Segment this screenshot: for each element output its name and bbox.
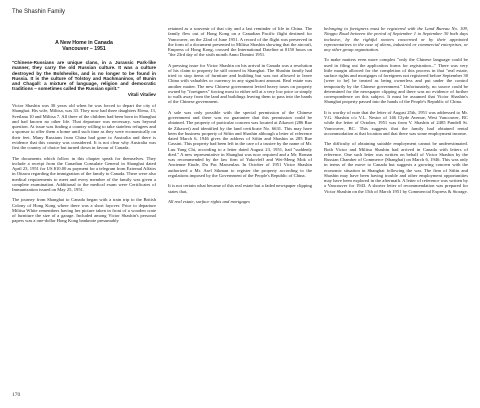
paragraph: A pressing issue for Victor Shashin on his arrival in Canada was a resolution of his claim to property he still owned in Shanghai. The Shashin family had tried to stop items of furniture and building but was not allowed to leave China with valuables or currency in any significant amount. Real estate was another matter. The new Chinese government levied heavy taxes on property owned by "foreigners" forcing most to either sell at a very low price or simply to walk away from the land and buildings leaving them to pass into the hands of the Chinese government. — [168, 62, 312, 105]
quoted-clipping: All real estate, surface rights and mortgages — [168, 199, 250, 204]
epigraph-author: Vitali Vitaliev — [127, 91, 156, 97]
epigraph-text: "Chinese-Russians are unique clans, in a Jurassic Park-like manner, they carry the old Russian culture. It was a culture destroyed by the Bolsheviks, and is no longer to be found in Russia. It is the culture of Tolstoy and Rachmaninov, of Bunin and Chagall: a mixture of language, religion and democratic traditions – sometimes called the Russian spirit." — [12, 60, 156, 92]
chapter-subtitle: Vancouver – 1951 — [62, 46, 106, 52]
paragraph: Victor Shashin was 30 years old when he was forced to depart the city of Shanghai. His wife, Militsa, was 33. They now had three daughters Elena, 13, Svetlana 10 and Militsa 7. All three of the children had been born in Shanghai and had known no other life. That departure was necessary, was beyond question. At issue was finding a country willing to take stateless refugees and a sponsor to offer them a home until such time as they were economically on their feet. Many Russians from China had gone to Australia and there is evidence that this country was considered. It is not clear why Australia was first the country of choice but turned down in favour of Canada. — [12, 103, 156, 151]
column-1 — [12, 26, 156, 386]
chapter-title: A New Home in Canada — [55, 40, 113, 46]
page-number: 170 — [12, 392, 21, 398]
paragraph: It is not certain what became of this real estate but a faded newspaper clipping states that, — [168, 183, 312, 194]
paragraph: The documents which follow in this chapter speak for themselves. They include a receipt from the Canadian Consulate General in Shanghai dated April 23, 1951 for US $10.00 as payment for a telegram from External Affairs in Ottawa regarding the immigration of the family to Canada. There were also medical requirements to meet and every member of the family was given a complete examination. Additional to the medical exam were Certificates of Immunization issued on May 25, 1951. — [12, 155, 156, 193]
quoted-clipping-continued: belonging to foreigners must be registered with the Land Bureau No. 109, Ningpo Road between the period of September 1 to September 30 both days inclusive, by the rightful owners concerned or by their appointed representatives in the case of aliens, industrial or commercial enterprises, or any other group organization. — [324, 26, 468, 52]
paragraph: A sale was only possible with the special permission of the Chinese government and there was no guarantee that this permission could be obtained. The property of particular concern was located at Zikawei (286 Rue de Zikawei) and identified by the land certificate No. 6631. This may have been the business property of Siftin and Shashin although a letter of reference dated March 6, 1946 gives the address of Siftin and Shashin as 285 Rue Cassini. This property had been left in the care of a trustee by the name of Mr. Luu Yang Chi, according to a letter dated August 23, 1951, had "suddenly died." A new representative in Shanghai was now required and a Mr. Roman was recommended by the law firm of Yakovleff and Wei-Meng Mok of Ancienne Etude, Du Pac Marseulan. In October of 1951 Victor Shashin authorized a Mr. Asel Sikman to register the property according to the regulations imposed by the Government of the People's Republic of China. — [168, 109, 312, 178]
paragraph: It is worthy of note that the letter of August 25th, 1951 was addressed to Mr. V.G. Shashin c/o V.L. Nestor of 146 Clyde Avenue, West Vancouver, BC while the letter of October, 1951 was from V. Shashin of 2485 Pandell St. Vancouver, BC. This suggests that the family had obtained rental accommodation at that location and that there was some employment income. — [324, 109, 468, 136]
epigraph — [12, 60, 156, 97]
page-body — [12, 26, 468, 386]
running-head: The Shashin Family — [12, 9, 66, 15]
paragraph: The difficulty of obtaining suitable employment cannot be underestimated. Both Victor and Militsa Shashin had arrived in Canada with letters of reference. One such letter was written on behalf of Victor Shashin by the Russian Chamber of Commerce (Shanghai) on March 6, 1946. This was only in terms of the move to Canada but suggests a growing concern with the economic situation in Shanghai following the war. The firm of Siftin and Shashin may have been having trouble and other employment opportunities may have been explored in the aftermath. A letter of reference was written by a Vancouver for 1943. A shorter letter of recommendation was prepared for Victor Shashin on the 15th of March 1951 by Commercial Express & Storage. — [324, 141, 468, 194]
paragraph: To make matters even more complex "only the Chinese language could be used in filing out the application forms for registration..." There was very little margin allowed for the completion of this process in that "real estate, surface rights and mortgages of foreigners not registered before September 30 [were to be] be treated as being ownerless and put under the control temporarily by the Chinese government." Unfortunately, no source could be determined for the newspaper clipping and there was no evidence of further correspondence on this subject. It must be assumed that Victor Shashin's Shanghai property passed into the hands of the People's Republic of China. — [324, 57, 468, 105]
column-2 — [168, 26, 312, 386]
paragraph: The journey from Shanghai to Canada began with a train trip to the British Colony of Hong Kong where there was a short layover. Prior to departure Militsa White remembers having her picture taken in front of a wooden crate of furniture the size of a garage. Included among Victor Shashin's personal papers was a one-dollar Hong Kong banknote presumably — [12, 197, 156, 224]
column-3 — [324, 26, 468, 386]
paragraph: retained as a souvenir of that city and a last reminder of life in China. The family flew out of Hong Kong on a Canadian Pacific flight destined for Vancouver, on the 22nd of June 1951. A record of the flight was preserved in the form of a document presented to Militsa Shashin showing that the aircraft, Empress of Hong Kong, crossed the International Dateline at 0150 hours on "the 23rd day of the sixth month Anno Domini 1951. — [168, 26, 312, 58]
